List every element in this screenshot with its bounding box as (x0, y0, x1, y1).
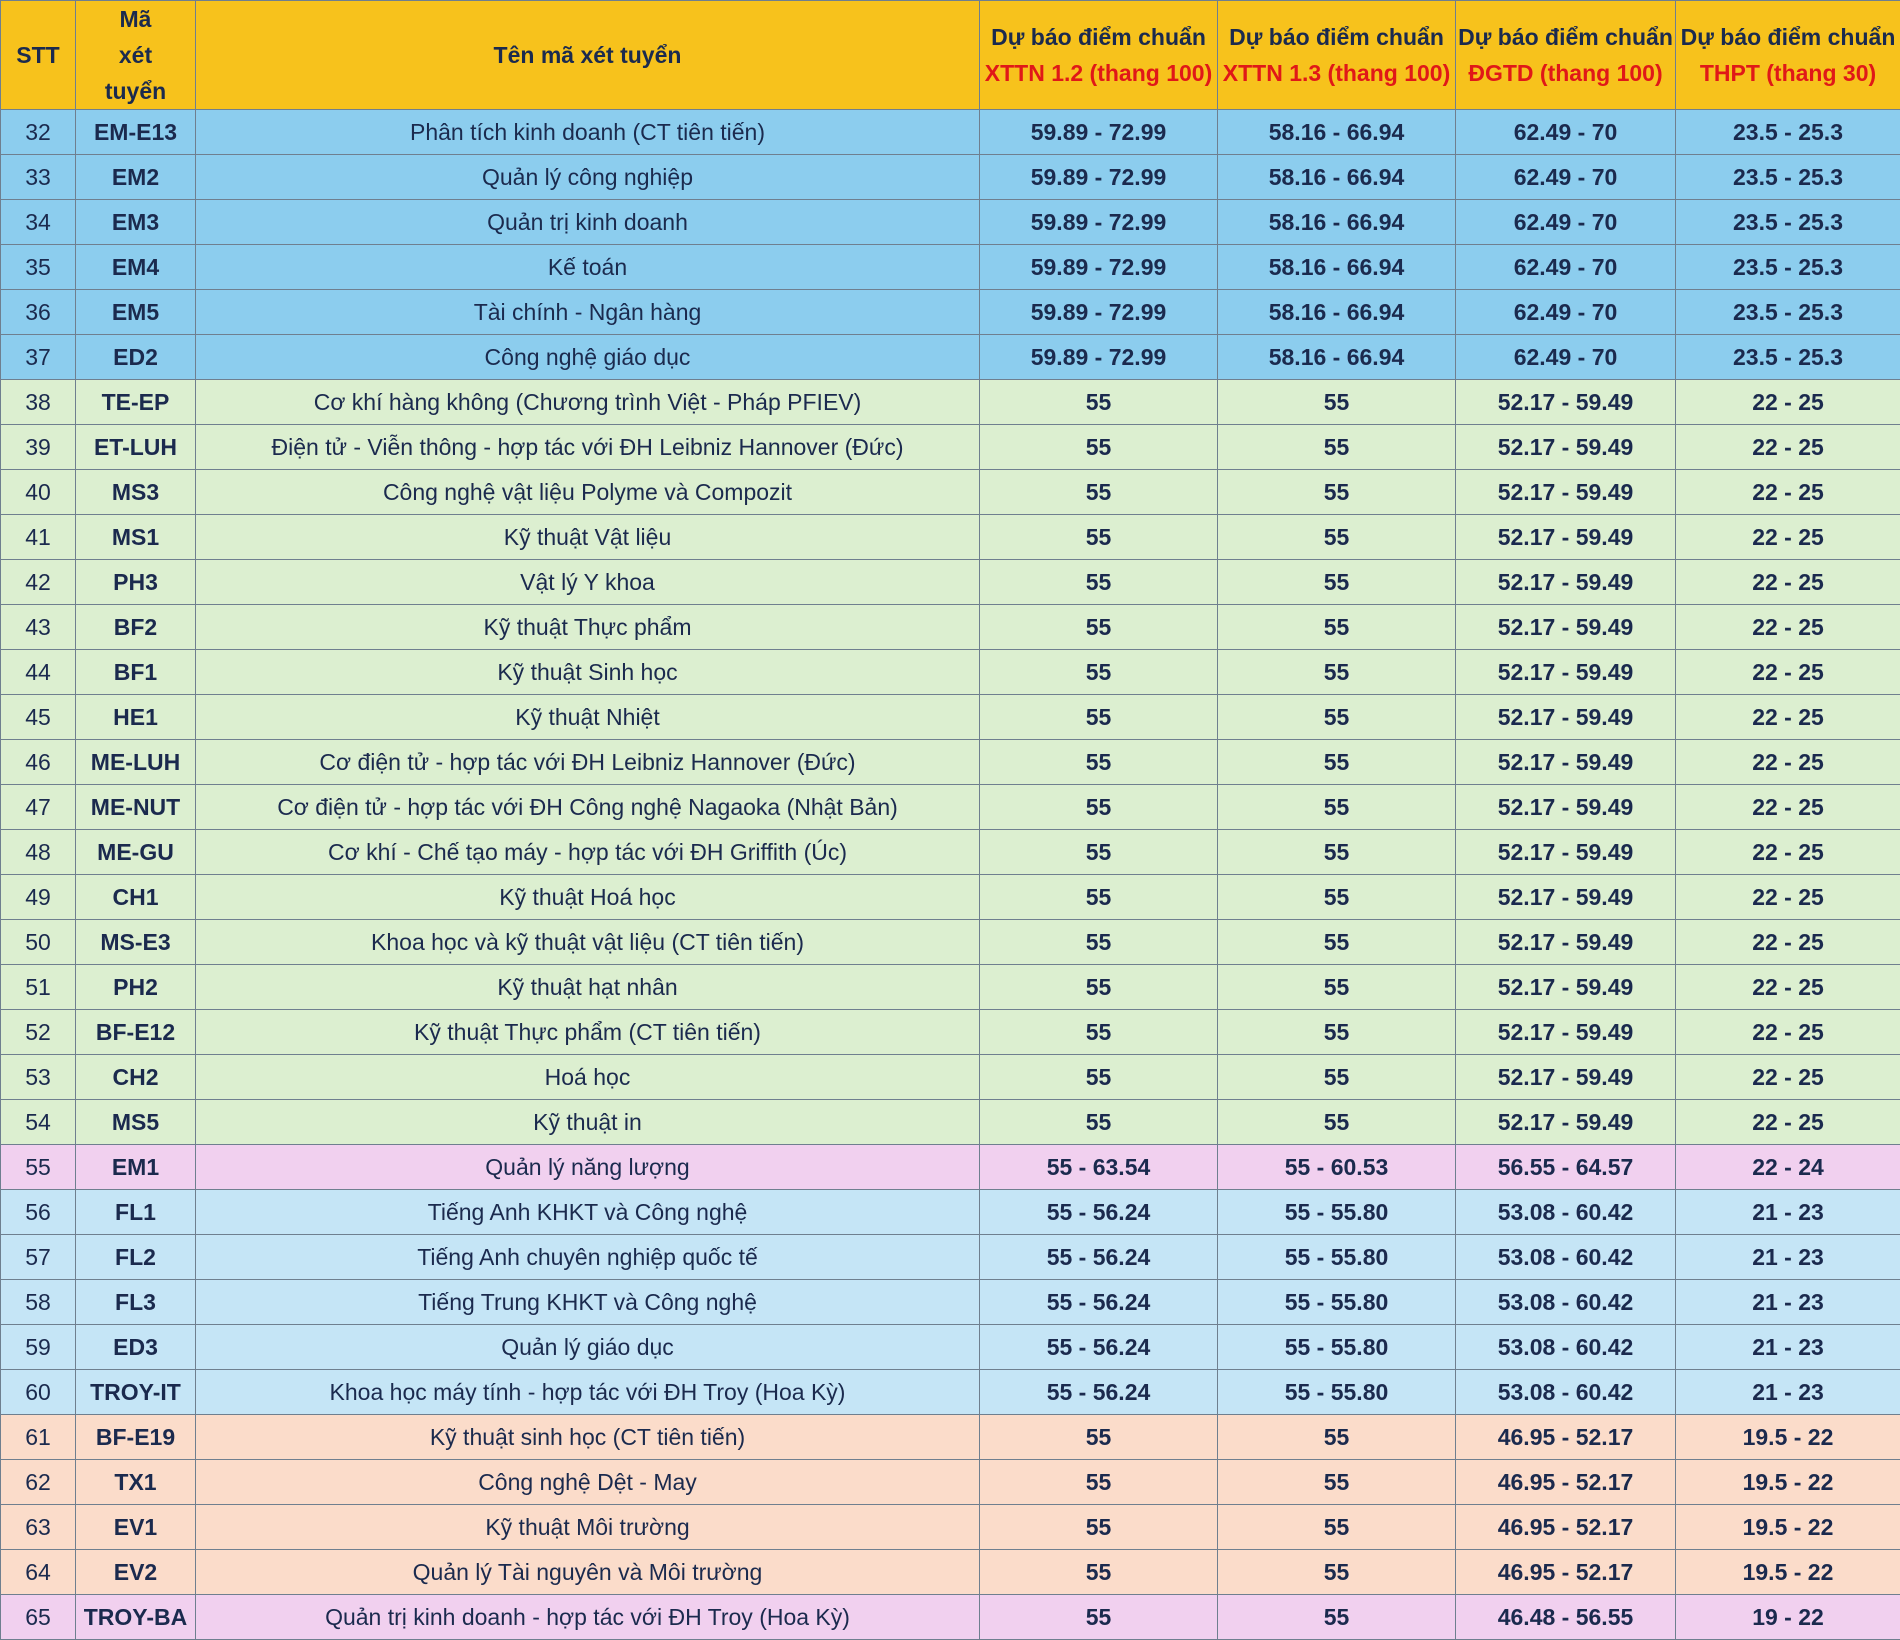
row-score-xttn13: 58.16 - 66.94 (1218, 335, 1456, 380)
row-code: MS3 (76, 470, 196, 515)
row-score-dgtd: 52.17 - 59.49 (1456, 1010, 1676, 1055)
row-name: Quản lý công nghiệp (196, 155, 980, 200)
row-score-thpt: 21 - 23 (1676, 1280, 1900, 1325)
row-stt: 49 (1, 875, 76, 920)
row-score-thpt: 22 - 25 (1676, 650, 1900, 695)
table-header (1, 1, 1900, 110)
row-score-xttn13: 55 (1218, 1010, 1456, 1055)
header-stt: STT (1, 1, 76, 110)
row-score-thpt: 23.5 - 25.3 (1676, 245, 1900, 290)
row-score-xttn13: 55 (1218, 785, 1456, 830)
row-code: ME-LUH (76, 740, 196, 785)
row-score-xttn13: 55 (1218, 560, 1456, 605)
row-name: Kỹ thuật sinh học (CT tiên tiến) (196, 1415, 980, 1460)
row-score-xttn12: 55 (980, 560, 1218, 605)
row-name: Tiếng Trung KHKT và Công nghệ (196, 1280, 980, 1325)
row-stt: 63 (1, 1505, 76, 1550)
row-score-thpt: 23.5 - 25.3 (1676, 200, 1900, 245)
row-score-xttn13: 55 (1218, 1415, 1456, 1460)
row-score-xttn13: 55 (1218, 650, 1456, 695)
table-row (1, 1505, 1900, 1550)
row-code: TE-EP (76, 380, 196, 425)
row-name: Cơ điện tử - hợp tác với ĐH Leibniz Hannover (Đức) (196, 740, 980, 785)
row-stt: 37 (1, 335, 76, 380)
row-score-dgtd: 62.49 - 70 (1456, 200, 1676, 245)
row-stt: 65 (1, 1595, 76, 1640)
row-score-thpt: 22 - 25 (1676, 380, 1900, 425)
row-score-xttn12: 55 (980, 425, 1218, 470)
row-stt: 60 (1, 1370, 76, 1415)
table-row (1, 1460, 1900, 1505)
table-row (1, 110, 1900, 155)
row-score-xttn12: 55 (980, 1010, 1218, 1055)
row-score-xttn12: 55 - 56.24 (980, 1370, 1218, 1415)
row-score-xttn12: 55 (980, 740, 1218, 785)
row-score-thpt: 22 - 25 (1676, 1055, 1900, 1100)
row-code: CH2 (76, 1055, 196, 1100)
header-name: Tên mã xét tuyển (196, 1, 980, 110)
row-score-xttn13: 55 (1218, 1505, 1456, 1550)
row-stt: 45 (1, 695, 76, 740)
row-score-dgtd: 62.49 - 70 (1456, 110, 1676, 155)
row-score-thpt: 22 - 25 (1676, 470, 1900, 515)
row-score-dgtd: 52.17 - 59.49 (1456, 1100, 1676, 1145)
table-row (1, 290, 1900, 335)
row-score-xttn13: 58.16 - 66.94 (1218, 245, 1456, 290)
row-stt: 35 (1, 245, 76, 290)
row-score-thpt: 22 - 25 (1676, 560, 1900, 605)
row-score-thpt: 22 - 25 (1676, 605, 1900, 650)
table-row (1, 695, 1900, 740)
row-score-dgtd: 53.08 - 60.42 (1456, 1325, 1676, 1370)
row-code: PH2 (76, 965, 196, 1010)
row-score-xttn13: 58.16 - 66.94 (1218, 110, 1456, 155)
table-row (1, 560, 1900, 605)
table-row (1, 245, 1900, 290)
row-score-xttn12: 55 (980, 470, 1218, 515)
row-stt: 62 (1, 1460, 76, 1505)
row-score-thpt: 22 - 25 (1676, 1100, 1900, 1145)
table-row (1, 1325, 1900, 1370)
row-name: Khoa học và kỹ thuật vật liệu (CT tiên tiến) (196, 920, 980, 965)
row-score-xttn12: 55 (980, 1460, 1218, 1505)
row-score-thpt: 22 - 25 (1676, 965, 1900, 1010)
table-row (1, 1370, 1900, 1415)
row-stt: 53 (1, 1055, 76, 1100)
row-stt: 46 (1, 740, 76, 785)
row-score-thpt: 19.5 - 22 (1676, 1460, 1900, 1505)
table-row (1, 1235, 1900, 1280)
row-score-dgtd: 52.17 - 59.49 (1456, 425, 1676, 470)
row-score-thpt: 22 - 25 (1676, 695, 1900, 740)
row-score-dgtd: 56.55 - 64.57 (1456, 1145, 1676, 1190)
row-name: Hoá học (196, 1055, 980, 1100)
row-score-xttn13: 58.16 - 66.94 (1218, 200, 1456, 245)
row-score-xttn12: 55 (980, 380, 1218, 425)
row-score-dgtd: 52.17 - 59.49 (1456, 875, 1676, 920)
row-score-xttn12: 55 (980, 965, 1218, 1010)
row-score-dgtd: 62.49 - 70 (1456, 155, 1676, 200)
row-stt: 55 (1, 1145, 76, 1190)
row-code: TX1 (76, 1460, 196, 1505)
row-name: Quản trị kinh doanh - hợp tác với ĐH Troy (Hoa Kỳ) (196, 1595, 980, 1640)
row-code: ME-GU (76, 830, 196, 875)
row-score-thpt: 22 - 25 (1676, 425, 1900, 470)
row-stt: 58 (1, 1280, 76, 1325)
row-score-xttn12: 59.89 - 72.99 (980, 200, 1218, 245)
row-score-dgtd: 46.95 - 52.17 (1456, 1415, 1676, 1460)
row-code: PH3 (76, 560, 196, 605)
table-row (1, 1145, 1900, 1190)
table-row (1, 380, 1900, 425)
header-thpt-line1: Dự báo điểm chuẩn (1676, 19, 1900, 55)
row-code: TROY-BA (76, 1595, 196, 1640)
row-score-dgtd: 62.49 - 70 (1456, 335, 1676, 380)
row-code: MS-E3 (76, 920, 196, 965)
row-score-dgtd: 62.49 - 70 (1456, 245, 1676, 290)
row-code: BF1 (76, 650, 196, 695)
row-stt: 64 (1, 1550, 76, 1595)
row-score-thpt: 22 - 25 (1676, 1010, 1900, 1055)
row-code: FL1 (76, 1190, 196, 1235)
row-code: ED3 (76, 1325, 196, 1370)
row-score-xttn12: 55 (980, 875, 1218, 920)
row-code: EM2 (76, 155, 196, 200)
row-name: Điện tử - Viễn thông - hợp tác với ĐH Leibniz Hannover (Đức) (196, 425, 980, 470)
table-body (1, 110, 1900, 1640)
header-thpt (1676, 1, 1900, 110)
row-score-dgtd: 52.17 - 59.49 (1456, 965, 1676, 1010)
row-code: ED2 (76, 335, 196, 380)
table-row (1, 785, 1900, 830)
table-row (1, 1550, 1900, 1595)
table-row (1, 1190, 1900, 1235)
row-score-xttn13: 55 - 60.53 (1218, 1145, 1456, 1190)
row-score-xttn13: 55 (1218, 1595, 1456, 1640)
row-score-xttn12: 55 - 56.24 (980, 1280, 1218, 1325)
row-name: Quản trị kinh doanh (196, 200, 980, 245)
row-score-thpt: 22 - 25 (1676, 875, 1900, 920)
table-row (1, 1280, 1900, 1325)
row-name: Kỹ thuật Hoá học (196, 875, 980, 920)
row-score-dgtd: 62.49 - 70 (1456, 290, 1676, 335)
header-row (1, 1, 1900, 110)
row-score-thpt: 22 - 24 (1676, 1145, 1900, 1190)
row-score-xttn13: 55 (1218, 920, 1456, 965)
row-score-xttn13: 55 (1218, 965, 1456, 1010)
row-stt: 40 (1, 470, 76, 515)
row-score-thpt: 21 - 23 (1676, 1235, 1900, 1280)
row-name: Khoa học máy tính - hợp tác với ĐH Troy (Hoa Kỳ) (196, 1370, 980, 1415)
row-score-dgtd: 52.17 - 59.49 (1456, 470, 1676, 515)
row-score-thpt: 22 - 25 (1676, 785, 1900, 830)
row-code: ET-LUH (76, 425, 196, 470)
row-stt: 43 (1, 605, 76, 650)
row-score-dgtd: 52.17 - 59.49 (1456, 1055, 1676, 1100)
row-score-dgtd: 52.17 - 59.49 (1456, 830, 1676, 875)
row-score-dgtd: 46.95 - 52.17 (1456, 1460, 1676, 1505)
row-code: BF-E12 (76, 1010, 196, 1055)
row-score-dgtd: 53.08 - 60.42 (1456, 1190, 1676, 1235)
table-row (1, 155, 1900, 200)
table-row (1, 470, 1900, 515)
row-score-xttn13: 55 (1218, 830, 1456, 875)
row-stt: 32 (1, 110, 76, 155)
header-code-text: Mã xét tuyển (101, 1, 171, 109)
row-name: Cơ khí hàng không (Chương trình Việt - Pháp PFIEV) (196, 380, 980, 425)
row-score-dgtd: 52.17 - 59.49 (1456, 605, 1676, 650)
row-score-xttn12: 55 (980, 650, 1218, 695)
row-score-xttn12: 55 (980, 695, 1218, 740)
row-stt: 56 (1, 1190, 76, 1235)
header-code (76, 1, 196, 110)
row-score-xttn12: 55 - 56.24 (980, 1325, 1218, 1370)
row-score-xttn12: 55 - 56.24 (980, 1190, 1218, 1235)
row-score-xttn13: 55 - 55.80 (1218, 1325, 1456, 1370)
row-stt: 33 (1, 155, 76, 200)
table-row (1, 965, 1900, 1010)
row-score-xttn13: 58.16 - 66.94 (1218, 290, 1456, 335)
row-score-thpt: 19 - 22 (1676, 1595, 1900, 1640)
row-score-xttn13: 55 - 55.80 (1218, 1235, 1456, 1280)
row-code: EM5 (76, 290, 196, 335)
row-name: Quản lý Tài nguyên và Môi trường (196, 1550, 980, 1595)
row-score-xttn12: 59.89 - 72.99 (980, 245, 1218, 290)
row-score-xttn13: 55 (1218, 605, 1456, 650)
row-name: Quản lý năng lượng (196, 1145, 980, 1190)
row-score-thpt: 22 - 25 (1676, 830, 1900, 875)
row-code: EM3 (76, 200, 196, 245)
row-name: Phân tích kinh doanh (CT tiên tiến) (196, 110, 980, 155)
header-xttn12-line2: XTTN 1.2 (thang 100) (980, 55, 1217, 91)
row-name: Cơ khí - Chế tạo máy - hợp tác với ĐH Griffith (Úc) (196, 830, 980, 875)
row-name: Kỹ thuật Thực phẩm (196, 605, 980, 650)
row-name: Tài chính - Ngân hàng (196, 290, 980, 335)
row-score-dgtd: 52.17 - 59.49 (1456, 560, 1676, 605)
table-row (1, 650, 1900, 695)
header-dgtd-line2: ĐGTD (thang 100) (1456, 55, 1675, 91)
row-score-thpt: 23.5 - 25.3 (1676, 290, 1900, 335)
table-row (1, 605, 1900, 650)
row-code: FL3 (76, 1280, 196, 1325)
table-row (1, 200, 1900, 245)
row-score-dgtd: 52.17 - 59.49 (1456, 380, 1676, 425)
row-stt: 47 (1, 785, 76, 830)
row-name: Kỹ thuật in (196, 1100, 980, 1145)
row-score-thpt: 23.5 - 25.3 (1676, 155, 1900, 200)
row-score-xttn13: 55 (1218, 515, 1456, 560)
row-score-xttn13: 55 (1218, 1055, 1456, 1100)
row-code: ME-NUT (76, 785, 196, 830)
row-name: Công nghệ vật liệu Polyme và Compozit (196, 470, 980, 515)
row-stt: 61 (1, 1415, 76, 1460)
row-score-xttn12: 55 (980, 920, 1218, 965)
row-name: Tiếng Anh chuyên nghiệp quốc tế (196, 1235, 980, 1280)
row-stt: 34 (1, 200, 76, 245)
header-xttn13 (1218, 1, 1456, 110)
row-score-thpt: 19.5 - 22 (1676, 1505, 1900, 1550)
row-score-xttn13: 55 - 55.80 (1218, 1280, 1456, 1325)
row-stt: 59 (1, 1325, 76, 1370)
row-stt: 51 (1, 965, 76, 1010)
row-score-xttn12: 59.89 - 72.99 (980, 155, 1218, 200)
row-stt: 50 (1, 920, 76, 965)
row-name: Kỹ thuật Môi trường (196, 1505, 980, 1550)
header-thpt-line2: THPT (thang 30) (1676, 55, 1900, 91)
row-score-dgtd: 46.48 - 56.55 (1456, 1595, 1676, 1640)
row-score-thpt: 19.5 - 22 (1676, 1550, 1900, 1595)
row-score-xttn12: 55 (980, 785, 1218, 830)
row-score-xttn12: 55 - 63.54 (980, 1145, 1218, 1190)
row-score-xttn12: 55 (980, 515, 1218, 560)
row-name: Kỹ thuật Nhiệt (196, 695, 980, 740)
row-name: Vật lý Y khoa (196, 560, 980, 605)
row-score-dgtd: 52.17 - 59.49 (1456, 695, 1676, 740)
row-code: EM1 (76, 1145, 196, 1190)
row-name: Kỹ thuật hạt nhân (196, 965, 980, 1010)
header-dgtd (1456, 1, 1676, 110)
row-score-thpt: 22 - 25 (1676, 920, 1900, 965)
row-score-dgtd: 52.17 - 59.49 (1456, 740, 1676, 785)
row-stt: 38 (1, 380, 76, 425)
row-score-xttn13: 55 (1218, 695, 1456, 740)
row-score-xttn13: 55 (1218, 875, 1456, 920)
row-score-xttn12: 55 (980, 1550, 1218, 1595)
row-score-xttn12: 55 (980, 1055, 1218, 1100)
row-score-dgtd: 46.95 - 52.17 (1456, 1550, 1676, 1595)
row-score-thpt: 21 - 23 (1676, 1370, 1900, 1415)
row-score-dgtd: 52.17 - 59.49 (1456, 515, 1676, 560)
row-score-xttn13: 55 (1218, 1550, 1456, 1595)
row-stt: 41 (1, 515, 76, 560)
row-score-xttn12: 59.89 - 72.99 (980, 335, 1218, 380)
header-xttn13-line2: XTTN 1.3 (thang 100) (1218, 55, 1455, 91)
row-score-thpt: 22 - 25 (1676, 515, 1900, 560)
row-stt: 48 (1, 830, 76, 875)
row-code: EM4 (76, 245, 196, 290)
row-code: BF2 (76, 605, 196, 650)
row-score-dgtd: 52.17 - 59.49 (1456, 650, 1676, 695)
table-row (1, 1055, 1900, 1100)
row-score-thpt: 19.5 - 22 (1676, 1415, 1900, 1460)
row-code: MS5 (76, 1100, 196, 1145)
row-code: CH1 (76, 875, 196, 920)
row-code: MS1 (76, 515, 196, 560)
row-name: Kỹ thuật Thực phẩm (CT tiên tiến) (196, 1010, 980, 1055)
row-score-xttn12: 55 (980, 830, 1218, 875)
row-score-xttn13: 55 (1218, 740, 1456, 785)
header-xttn12-line1: Dự báo điểm chuẩn (980, 19, 1217, 55)
header-xttn12 (980, 1, 1218, 110)
row-code: BF-E19 (76, 1415, 196, 1460)
row-score-thpt: 23.5 - 25.3 (1676, 335, 1900, 380)
row-name: Cơ điện tử - hợp tác với ĐH Công nghệ Nagaoka (Nhật Bản) (196, 785, 980, 830)
row-score-dgtd: 53.08 - 60.42 (1456, 1370, 1676, 1415)
table-row (1, 1415, 1900, 1460)
table-row (1, 875, 1900, 920)
row-score-dgtd: 53.08 - 60.42 (1456, 1280, 1676, 1325)
row-score-xttn13: 55 - 55.80 (1218, 1190, 1456, 1235)
row-score-xttn12: 55 (980, 1595, 1218, 1640)
row-score-dgtd: 52.17 - 59.49 (1456, 920, 1676, 965)
row-score-xttn13: 55 (1218, 380, 1456, 425)
row-stt: 52 (1, 1010, 76, 1055)
row-stt: 44 (1, 650, 76, 695)
row-stt: 54 (1, 1100, 76, 1145)
header-xttn13-line1: Dự báo điểm chuẩn (1218, 19, 1455, 55)
row-score-xttn13: 55 (1218, 425, 1456, 470)
row-score-xttn12: 55 - 56.24 (980, 1235, 1218, 1280)
table-row (1, 425, 1900, 470)
row-stt: 39 (1, 425, 76, 470)
row-score-xttn12: 55 (980, 1100, 1218, 1145)
row-name: Tiếng Anh KHKT và Công nghệ (196, 1190, 980, 1235)
row-score-xttn13: 55 - 55.80 (1218, 1370, 1456, 1415)
row-score-dgtd: 53.08 - 60.42 (1456, 1235, 1676, 1280)
row-score-xttn13: 55 (1218, 1460, 1456, 1505)
header-dgtd-line1: Dự báo điểm chuẩn (1456, 19, 1675, 55)
row-stt: 42 (1, 560, 76, 605)
row-code: FL2 (76, 1235, 196, 1280)
row-score-xttn13: 55 (1218, 470, 1456, 515)
row-score-dgtd: 46.95 - 52.17 (1456, 1505, 1676, 1550)
row-name: Quản lý giáo dục (196, 1325, 980, 1370)
row-name: Công nghệ giáo dục (196, 335, 980, 380)
row-score-thpt: 21 - 23 (1676, 1190, 1900, 1235)
table-row (1, 830, 1900, 875)
row-stt: 57 (1, 1235, 76, 1280)
row-code: HE1 (76, 695, 196, 740)
row-name: Kế toán (196, 245, 980, 290)
table-row (1, 1595, 1900, 1640)
row-code: EM-E13 (76, 110, 196, 155)
row-score-xttn12: 59.89 - 72.99 (980, 290, 1218, 335)
table-row (1, 1010, 1900, 1055)
row-score-dgtd: 52.17 - 59.49 (1456, 785, 1676, 830)
row-code: EV2 (76, 1550, 196, 1595)
row-score-xttn13: 55 (1218, 1100, 1456, 1145)
row-stt: 36 (1, 290, 76, 335)
table-row (1, 920, 1900, 965)
table-row (1, 335, 1900, 380)
row-score-thpt: 22 - 25 (1676, 740, 1900, 785)
row-score-xttn12: 59.89 - 72.99 (980, 110, 1218, 155)
row-score-xttn13: 58.16 - 66.94 (1218, 155, 1456, 200)
row-name: Kỹ thuật Vật liệu (196, 515, 980, 560)
row-score-thpt: 23.5 - 25.3 (1676, 110, 1900, 155)
row-name: Công nghệ Dệt - May (196, 1460, 980, 1505)
row-score-xttn12: 55 (980, 1415, 1218, 1460)
row-code: EV1 (76, 1505, 196, 1550)
row-code: TROY-IT (76, 1370, 196, 1415)
table-row (1, 1100, 1900, 1145)
row-score-xttn12: 55 (980, 605, 1218, 650)
table-row (1, 515, 1900, 560)
row-score-xttn12: 55 (980, 1505, 1218, 1550)
row-score-thpt: 21 - 23 (1676, 1325, 1900, 1370)
table-row (1, 740, 1900, 785)
row-name: Kỹ thuật Sinh học (196, 650, 980, 695)
